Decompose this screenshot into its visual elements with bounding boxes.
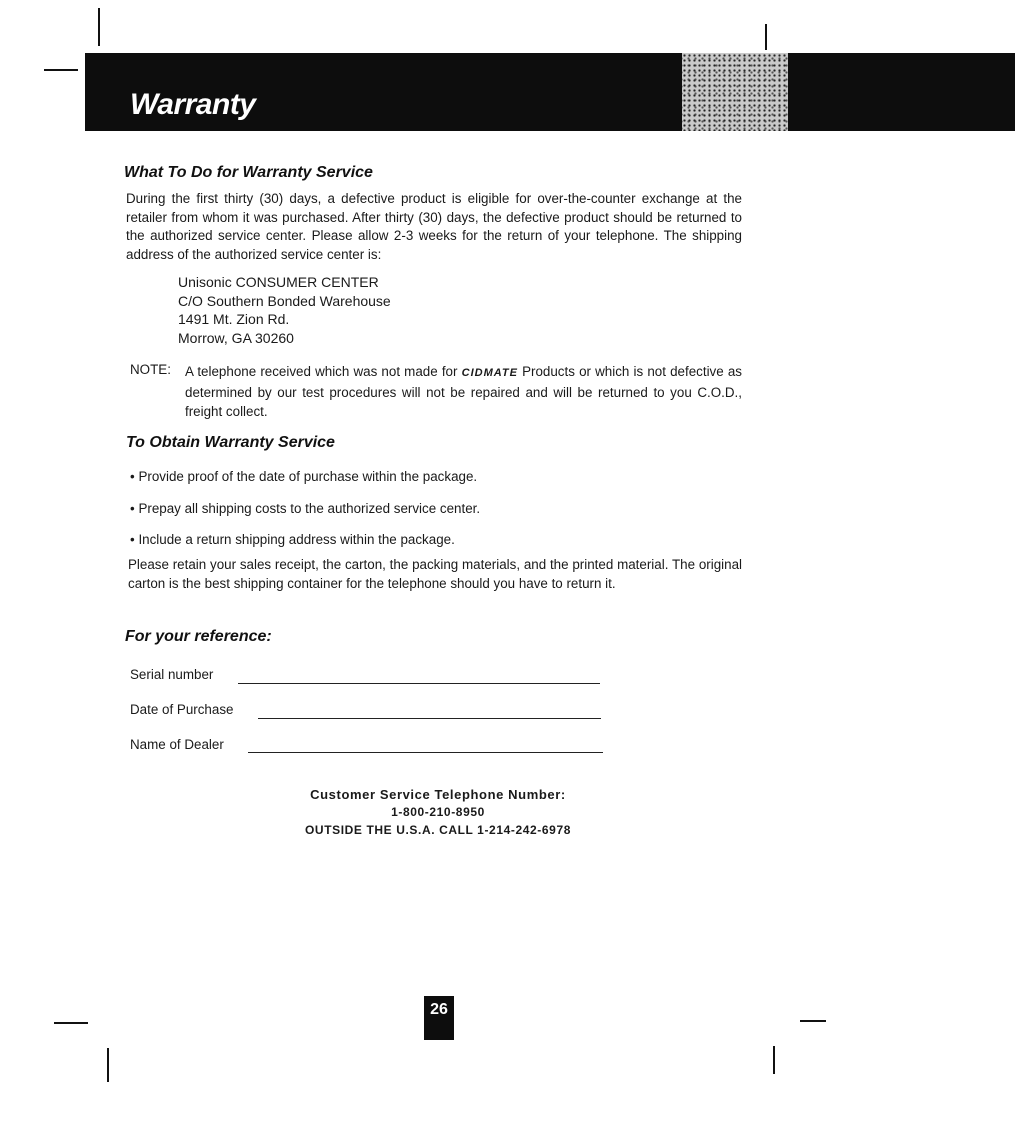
section-heading-warranty-service: What To Do for Warranty Service <box>124 164 373 181</box>
crop-mark <box>800 1020 826 1022</box>
crop-mark <box>44 69 78 71</box>
address-line: Morrow, GA 30260 <box>178 329 294 346</box>
customer-service-phone: 1-800-210-8950 <box>391 805 485 819</box>
address-line: C/O Southern Bonded Warehouse <box>178 292 391 309</box>
serial-number-line <box>238 683 600 684</box>
list-item: • Include a return shipping address within the package. <box>130 532 455 547</box>
date-of-purchase-label: Date of Purchase <box>130 702 234 717</box>
retain-receipt-paragraph: Please retain your sales receipt, the carton, the packing materials, and the printed material. The original carton is the best shipping container for the telephone should you have to return it. <box>128 557 742 591</box>
note-label: NOTE: <box>130 362 171 377</box>
section-heading-reference: For your reference: <box>125 628 272 645</box>
list-item: • Prepay all shipping costs to the authorized service center. <box>130 501 481 516</box>
crop-mark <box>107 1048 109 1082</box>
date-of-purchase-line <box>258 718 601 719</box>
name-of-dealer-label: Name of Dealer <box>130 737 224 752</box>
crop-mark <box>765 24 767 50</box>
bullet-icon: • <box>130 469 135 484</box>
name-of-dealer-line <box>248 752 603 753</box>
crop-mark <box>98 8 100 46</box>
page-number: 26 <box>424 996 454 1040</box>
address-line: 1491 Mt. Zion Rd. <box>178 311 290 327</box>
address-line: Unisonic CONSUMER CENTER <box>178 274 379 290</box>
bullet-icon: • <box>130 532 135 547</box>
note-text-before: A telephone received which was not made for <box>185 364 458 379</box>
customer-service-label: Customer Service Telephone Number: <box>310 787 566 802</box>
header-texture <box>682 53 788 131</box>
bullet-icon: • <box>130 501 135 516</box>
serial-number-label: Serial number <box>130 667 214 682</box>
page-title: Warranty <box>130 88 256 121</box>
section-heading-obtain-service: To Obtain Warranty Service <box>126 434 335 451</box>
note-text-after: Products or which is not defective as determined by our test procedures will not be repaired and will be returned to you C.O.D., freight collect. <box>185 364 742 419</box>
crop-mark <box>773 1046 775 1074</box>
brand-name: CIDMATE <box>461 367 518 379</box>
outside-usa-phone: OUTSIDE THE U.S.A. CALL 1-214-242-6978 <box>305 823 571 837</box>
warranty-service-paragraph: During the first thirty (30) days, a defective product is eligible for over-the-counter exchange at the retailer from whom it was purchased. After thirty (30) days, the defective product should be returned to the authorized service center. Please allow 2-3 weeks for the return of your telephone. The shipping address of the authorized service center is: <box>126 191 742 262</box>
list-item: • Provide proof of the date of purchase within the package. <box>130 469 478 484</box>
service-center-address <box>178 273 391 347</box>
note-text <box>185 362 742 421</box>
crop-mark <box>54 1022 88 1024</box>
